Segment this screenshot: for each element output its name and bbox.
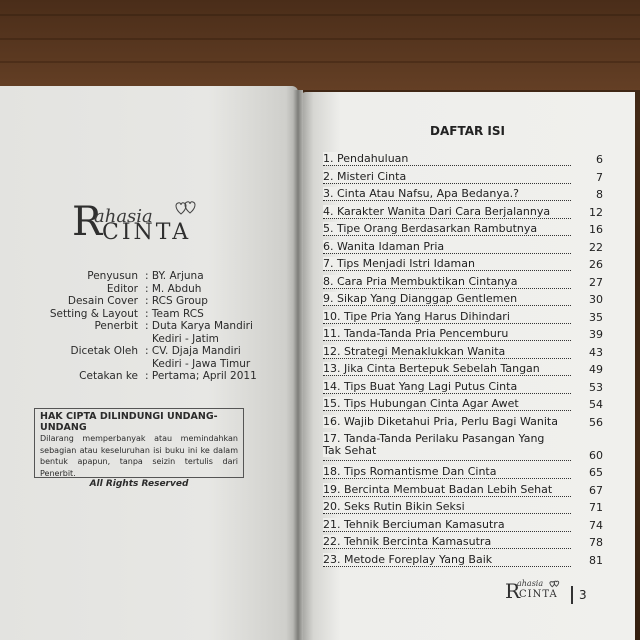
toc-entry-title: 18. Tips Romantisme Dan Cinta (323, 465, 497, 478)
toc-entry-title: 16. Wajib Diketahui Pria, Perlu Bagi Wanita (323, 414, 558, 428)
credit-row (28, 283, 278, 296)
credit-value: : CV. Djaja Mandiri (145, 345, 241, 357)
toc-entry-page: 71 (589, 501, 603, 514)
toc-entry (323, 379, 603, 397)
toc-entry-title: 20. Seks Rutin Bikin Seksi (323, 500, 465, 513)
toc-entry-page: 81 (589, 553, 603, 567)
credit-value: : RCS Group (145, 295, 208, 307)
credit-value: : M. Abduh (145, 282, 202, 295)
toc-entry-page: 12 (589, 205, 603, 219)
toc-entry-title: 23. Metode Foreplay Yang Baik (323, 552, 493, 566)
toc-entry (323, 482, 603, 500)
toc-entry-page: 54 (589, 398, 603, 411)
toc-entry (323, 274, 603, 292)
toc-entry-title: 7. Tips Menjadi Istri Idaman (323, 257, 475, 270)
toc-entry-title: 17. Tanda-Tanda Perilaku Pasangan Yang Tak Sehat (323, 432, 545, 457)
toc-entry-title: 22. Tehnik Bercinta Kamasutra (323, 535, 492, 548)
toc-entry (323, 464, 603, 482)
toc-entry (323, 151, 603, 169)
toc-entry (323, 517, 603, 535)
toc-entry-title: 14. Tips Buat Yang Lagi Putus Cinta (323, 379, 518, 393)
toc-entry (323, 326, 603, 344)
credit-row (28, 320, 278, 333)
credits-list (28, 270, 278, 383)
toc-entry (323, 291, 603, 309)
credit-row (28, 270, 278, 283)
credit-value: Kediri - Jawa Timur (152, 357, 251, 370)
toc-entry (323, 309, 603, 327)
toc-entry-title: 15. Tips Hubungan Cinta Agar Awet (323, 397, 519, 410)
logo-cinta: CINTA (102, 220, 192, 245)
toc-entry-page: 22 (589, 240, 603, 254)
credit-row (28, 345, 278, 358)
hearts-icon (549, 580, 561, 588)
credit-value: : Duta Karya Mandiri (145, 320, 253, 332)
footer-logo-r: R (505, 579, 521, 603)
toc-entry-page: 8 (596, 188, 603, 201)
toc-entry-title: 1. Pendahuluan (323, 152, 409, 165)
toc-entry-page: 35 (589, 310, 603, 324)
toc-entry-page: 7 (596, 170, 603, 184)
toc-entry-page: 65 (589, 466, 603, 479)
toc-entry-page: 74 (589, 518, 603, 532)
toc-entry (323, 396, 603, 414)
hearts-icon (174, 200, 200, 216)
toc-entry (323, 256, 603, 274)
table-of-contents (323, 151, 603, 569)
toc-entry (323, 204, 603, 222)
toc-entry-page: 6 (596, 153, 603, 166)
toc-entry-title: 9. Sikap Yang Dianggap Gentlemen (323, 292, 518, 305)
copyright-notice (34, 408, 244, 489)
copyright-body: Dilarang memperbanyak atau memindahkan sebagian atau keseluruhan isi buku ini ke dalam bentuk apapun, tanpa seizin tertulis dari Penerbit. (40, 434, 238, 478)
toc-entry-page: 27 (589, 275, 603, 289)
credit-label: Penyusun (87, 270, 138, 282)
toc-entry-title: 13. Jika Cinta Bertepuk Sebelah Tangan (323, 362, 540, 375)
credit-label: Setting & Layout (49, 307, 138, 320)
toc-entry-title: 12. Strategi Menaklukkan Wanita (323, 344, 506, 358)
footer-logo (505, 579, 565, 603)
credit-label: Editor (106, 282, 138, 295)
toc-entry-page: 56 (589, 415, 603, 429)
toc-entry-page: 26 (589, 258, 603, 271)
toc-entry (323, 552, 603, 570)
toc-entry (323, 186, 603, 204)
book-logo (72, 196, 222, 266)
toc-entry (323, 499, 603, 517)
toc-entry-title: 3. Cinta Atau Nafsu, Apa Bedanya.? (323, 187, 519, 200)
toc-entry-page: 67 (589, 483, 603, 497)
toc-entry-title: 4. Karakter Wanita Dari Cara Berjalannya (323, 204, 551, 218)
credit-label: Desain Cover (67, 295, 138, 307)
credit-row (28, 308, 278, 321)
toc-entry-page: 49 (589, 363, 603, 376)
book-gutter (293, 90, 303, 640)
logo-rahasia: ahasia (94, 206, 153, 227)
credit-value: : BY. Arjuna (145, 270, 204, 282)
wood-grain (0, 14, 640, 16)
credit-label: Penerbit (94, 320, 138, 332)
all-rights-reserved: All Rights Reserved (89, 479, 189, 489)
toc-title: DAFTAR ISI (430, 124, 505, 138)
credit-row (28, 358, 278, 371)
toc-entry-title: 8. Cara Pria Membuktikan Cintanya (323, 274, 518, 288)
toc-entry (323, 414, 603, 432)
credit-value: Kediri - Jatim (152, 332, 219, 345)
credit-value: : Team RCS (145, 307, 204, 320)
footer-logo-rahasia: ahasia (517, 579, 544, 588)
wood-grain (0, 38, 640, 40)
credit-label: Dicetak Oleh (70, 345, 138, 357)
toc-entry-page: 78 (589, 536, 603, 549)
page-number: 3 (579, 588, 587, 602)
toc-entry-page: 30 (589, 293, 603, 306)
copyright-title: HAK CIPTA DILINDUNGI UNDANG-UNDANG (40, 411, 218, 433)
credit-row (28, 370, 278, 383)
toc-entry-title: 2. Misteri Cinta (323, 169, 407, 183)
toc-entry-title: 19. Bercinta Membuat Badan Lebih Sehat (323, 482, 553, 496)
toc-entry (323, 239, 603, 257)
toc-entry-title: 10. Tipe Pria Yang Harus Dihindari (323, 309, 510, 323)
toc-entry (323, 534, 603, 552)
toc-entry-title: 21. Tehnik Berciuman Kamasutra (323, 517, 505, 531)
credit-row (28, 295, 278, 308)
credit-value: : Pertama; April 2011 (145, 370, 257, 382)
toc-entry-title: 11. Tanda-Tanda Pria Pencemburu (323, 327, 509, 340)
wood-grain (0, 61, 640, 63)
credit-row (28, 333, 278, 346)
toc-entry-page: 53 (589, 380, 603, 394)
toc-entry-page: 16 (589, 223, 603, 236)
toc-entry-page: 43 (589, 345, 603, 359)
footer-separator (571, 586, 573, 604)
toc-entry (323, 221, 603, 239)
logo-letter-r: R (72, 199, 103, 245)
credit-label: Cetakan ke (79, 370, 138, 382)
toc-entry (323, 344, 603, 362)
toc-entry-page: 39 (589, 328, 603, 341)
toc-entry-title: 5. Tipe Orang Berdasarkan Rambutnya (323, 222, 538, 235)
toc-entry (323, 431, 603, 464)
footer-logo-cinta: CINTA (519, 589, 558, 600)
toc-entry-page: 60 (589, 449, 603, 462)
toc-entry (323, 361, 603, 379)
toc-entry (323, 169, 603, 187)
toc-entry-title: 6. Wanita Idaman Pria (323, 239, 445, 253)
